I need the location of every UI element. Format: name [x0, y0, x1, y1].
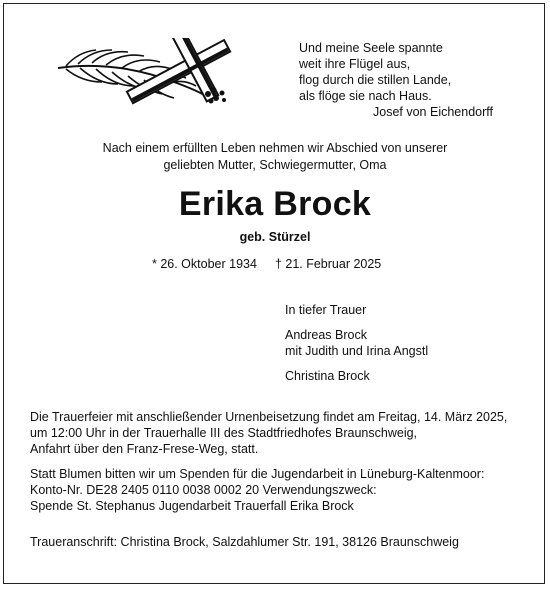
service-line: um 12:00 Uhr in der Trauerhalle III des Stadtfriedhofes Braunschweig, [30, 426, 418, 440]
poem-line: als flöge sie nach Haus. [299, 89, 432, 103]
mourner-name: Christina Brock [285, 369, 370, 383]
intro-line: Nach einem erfüllten Leben nehmen wir Abschied von unserer [102, 141, 448, 155]
intro-text [0, 140, 550, 174]
poem-block [299, 40, 509, 120]
poem-line: weit ihre Flügel aus, [299, 57, 411, 71]
poem-author: Josef von Eichendorff [373, 105, 493, 119]
mourner-name: Andreas Brock [285, 328, 367, 342]
birth-date: * 26. Oktober 1934 [152, 257, 257, 271]
mourner-name: mit Judith und Irina Angstl [285, 344, 429, 358]
maiden-name: geb. Stürzel [239, 230, 311, 244]
service-line: Die Trauerfeier mit anschließender Urnenbeisetzung findet am Freitag, 14. März 2025, [30, 410, 508, 424]
deceased-name: Erika Brock [178, 185, 372, 223]
mourning-address: Traueranschrift: Christina Brock, Salzdahlumer Str. 191, 38126 Braunschweig [30, 535, 459, 549]
life-dates [152, 257, 381, 271]
service-line: Anfahrt über den Franz-Frese-Weg, statt. [30, 442, 259, 456]
donation-line: Statt Blumen bitten wir um Spenden für die Jugendarbeit in Lüneburg-Kaltenmoor: [30, 467, 485, 481]
mourners-block [285, 302, 428, 393]
death-date: † 21. Februar 2025 [274, 257, 382, 271]
details-block [30, 409, 530, 523]
service-info [30, 409, 530, 457]
mourning-heading: In tiefer Trauer [285, 303, 367, 317]
intro-line: geliebten Mutter, Schwiegermutter, Oma [163, 158, 387, 172]
donation-line: Spende St. Stephanus Jugendarbeit Trauerfall Erika Brock [30, 499, 354, 513]
donation-info [30, 466, 530, 514]
donation-line: Konto-Nr. DE28 2405 0110 0038 0002 20 Verwendungszweck: [30, 483, 377, 497]
poem-line: flog durch die stillen Lande, [299, 73, 452, 87]
cross-with-palm-frond-icon [56, 38, 256, 113]
poem-line: Und meine Seele spannte [299, 41, 443, 55]
